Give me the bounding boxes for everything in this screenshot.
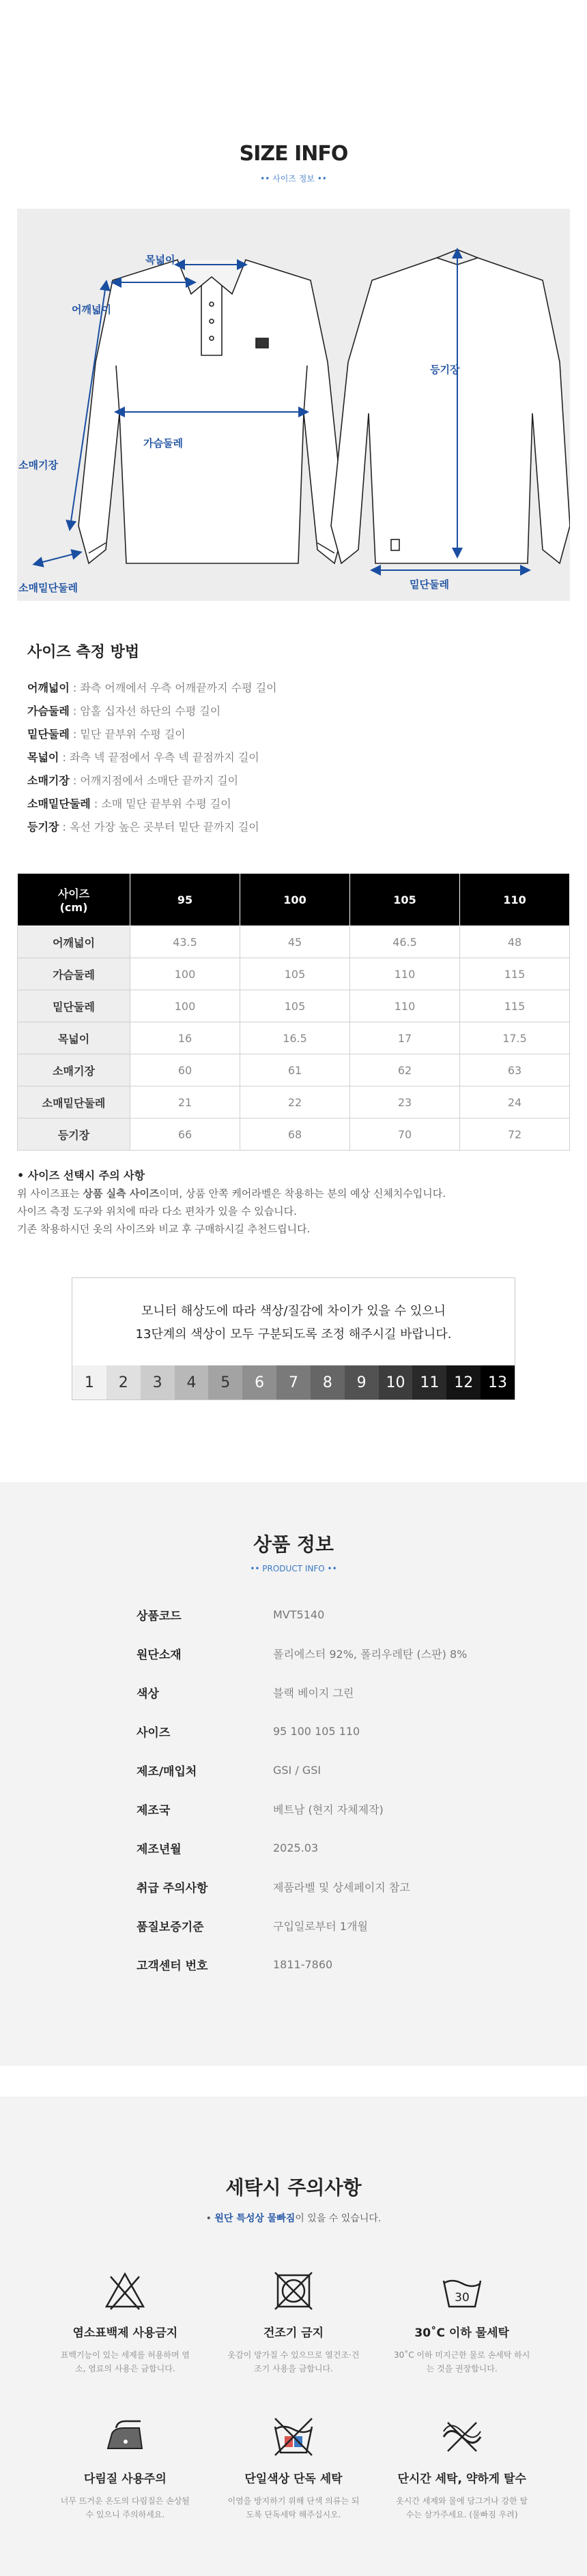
product-info-value: 1811-7860 — [273, 1958, 333, 1971]
size-table-row — [18, 1119, 570, 1151]
no-bleach-icon — [101, 2267, 149, 2315]
size-cell: 62 — [350, 1054, 460, 1086]
size-row-label: 소매기장 — [18, 1054, 130, 1086]
no-wring-icon — [438, 2413, 486, 2461]
size-cell: 61 — [240, 1054, 350, 1086]
product-info-row — [0, 1829, 587, 1867]
product-info-row — [0, 1945, 587, 1984]
product-info-value: 2025.03 — [273, 1841, 319, 1854]
product-info-title: 상품 정보 — [253, 1533, 334, 1556]
grayscale-swatch: 7 — [276, 1365, 311, 1400]
grayscale-swatch: 3 — [141, 1365, 175, 1400]
size-cell: 60 — [130, 1054, 240, 1086]
measure-row-key: 목넓이 — [27, 751, 59, 764]
size-caution-line2: 사이즈 측정 도구와 위치에 따라 다소 편차가 있을 수 있습니다. — [17, 1205, 297, 1217]
measure-row-key: 가슴둘레 — [27, 705, 70, 717]
product-info-row — [0, 1673, 587, 1712]
wash-care-item-title: 염소표백제 사용금지 — [72, 2326, 178, 2340]
wash-care-item-desc: 너무 뜨거운 온도의 다림질은 손상될 수 있으니 주의하세요. — [60, 2496, 190, 2519]
size-caution — [0, 1151, 587, 1238]
product-info-value: 구입일로부터 1개월 — [273, 1920, 368, 1933]
measure-row-key: 어깨넓이 — [27, 681, 70, 694]
grayscale-swatch: 1 — [72, 1365, 106, 1400]
separate-wash-icon — [270, 2413, 317, 2461]
measure-row-desc: : 암홀 십자선 하단의 수평 길이 — [69, 705, 221, 717]
product-info-row — [0, 1712, 587, 1751]
size-table-corner: 사이즈 (cm) — [18, 874, 130, 926]
label-sleeve: 소매기장 — [18, 459, 58, 471]
size-table-row — [18, 990, 570, 1022]
wash-care-subtitle: • 원단 특성상 물빠짐이 있을 수 있습니다. — [205, 2213, 382, 2224]
size-caution-line3: 기존 착용하시던 옷의 사이즈와 비교 후 구매하시길 추천드립니다. — [17, 1223, 311, 1235]
size-cell: 24 — [460, 1086, 570, 1119]
label-neck: 목넓이 — [145, 254, 175, 266]
size-row-label: 목넓이 — [18, 1022, 130, 1054]
size-cell: 21 — [130, 1086, 240, 1119]
measure-row-desc: : 밑단 끝부위 수평 길이 — [69, 728, 186, 741]
product-info-key: 고객센터 번호 — [137, 1959, 208, 1973]
size-table-row — [18, 1054, 570, 1086]
size-table-row — [18, 1086, 570, 1119]
size-column-header: 100 — [240, 874, 350, 926]
size-cell: 68 — [240, 1119, 350, 1151]
size-column-header: 95 — [130, 874, 240, 926]
size-cell: 17.5 — [460, 1022, 570, 1054]
grayscale-swatches — [72, 1365, 515, 1400]
wash-care-grid — [41, 2267, 546, 2521]
wash-care-section — [0, 2097, 587, 2576]
product-info-section — [0, 1482, 587, 2066]
size-cell: 110 — [350, 990, 460, 1022]
product-info-key: 취급 주의사항 — [137, 1882, 208, 1895]
size-cell: 22 — [240, 1086, 350, 1119]
grayscale-swatch: 8 — [311, 1365, 345, 1400]
wash-care-item — [210, 2413, 378, 2521]
wash-care-item — [377, 2413, 546, 2521]
wash-care-item — [41, 2413, 210, 2521]
grayscale-swatch: 5 — [208, 1365, 242, 1400]
size-cell: 72 — [460, 1119, 570, 1151]
product-info-value: 블랙 베이지 그린 — [273, 1687, 354, 1700]
size-table — [17, 873, 570, 1151]
size-cell: 115 — [460, 990, 570, 1022]
size-cell: 105 — [240, 958, 350, 990]
shirt-back — [331, 250, 570, 563]
product-info-row — [0, 1906, 587, 1945]
product-info-subtitle: •• PRODUCT INFO •• — [250, 1564, 337, 1573]
size-cell: 115 — [460, 958, 570, 990]
size-cell: 70 — [350, 1119, 460, 1151]
product-info-key: 원단소재 — [137, 1648, 182, 1662]
wash-care-item — [210, 2267, 378, 2375]
no-tumble-dry-icon — [270, 2267, 317, 2315]
measure-row — [27, 677, 560, 700]
size-cell: 43.5 — [130, 926, 240, 958]
size-cell: 16 — [130, 1022, 240, 1054]
size-cell: 100 — [130, 958, 240, 990]
label-cuff: 소매밑단둘레 — [18, 582, 78, 594]
grayscale-swatch: 13 — [481, 1365, 515, 1400]
size-column-header: 110 — [460, 874, 570, 926]
product-info-key: 색상 — [137, 1687, 159, 1701]
grayscale-swatch: 12 — [446, 1365, 481, 1400]
product-info-key: 품질보증기준 — [137, 1921, 204, 1934]
wash-care-item-desc: 30˚C 이하 미지근한 물로 손세탁 하시는 것을 권장합니다. — [393, 2350, 530, 2373]
wash-30-icon — [438, 2267, 486, 2315]
size-cell: 105 — [240, 990, 350, 1022]
wash-care-item-title: 건조기 금지 — [263, 2326, 324, 2340]
product-info-row — [0, 1634, 587, 1673]
size-column-header: 105 — [350, 874, 460, 926]
product-info-rows — [0, 1595, 587, 1984]
product-info-value: 제품라벨 및 상세페이지 참고 — [273, 1881, 410, 1894]
wash-care-item-title: 다림질 사용주의 — [83, 2472, 167, 2486]
size-caution-line1: 위 사이즈표는 상품 실측 사이즈이며, 상품 안쪽 케어라벨은 착용하는 분의 예상 신체치수입니다. — [17, 1187, 446, 1200]
wash-care-item-title: 30˚C 이하 물세탁 — [414, 2326, 509, 2340]
size-row-label: 소매밑단둘레 — [18, 1086, 130, 1119]
size-cell: 23 — [350, 1086, 460, 1119]
product-info-row — [0, 1867, 587, 1906]
measure-row-desc: : 어깨지점에서 소매단 끝까지 길이 — [69, 774, 239, 787]
size-table-row — [18, 926, 570, 958]
product-info-key: 상품코드 — [137, 1610, 182, 1623]
grayscale-swatch: 9 — [345, 1365, 379, 1400]
size-row-label: 등기장 — [18, 1119, 130, 1151]
product-info-key: 제조국 — [137, 1804, 171, 1818]
label-hem: 밑단둘레 — [410, 578, 449, 591]
measure-row — [27, 746, 560, 769]
size-cell: 46.5 — [350, 926, 460, 958]
grayscale-swatch: 2 — [106, 1365, 141, 1400]
measure-row-key: 소매밑단둘레 — [27, 797, 91, 810]
product-info-row — [0, 1595, 587, 1634]
size-cell: 66 — [130, 1119, 240, 1151]
product-info-value: 베트남 (현지 자체제작) — [273, 1803, 384, 1816]
label-length: 등기장 — [430, 364, 460, 376]
product-info-value: 95 100 105 110 — [273, 1725, 360, 1738]
measure-row — [27, 769, 560, 793]
measure-row-desc: : 좌측 넥 끝점에서 우측 넥 끝점까지 길이 — [59, 751, 259, 764]
wash-care-item-desc: 이염을 방지하기 위해 단색 의류는 되도록 단독세탁 해주십시오. — [227, 2496, 360, 2519]
measure-rows — [27, 677, 560, 839]
size-table-header — [18, 874, 570, 926]
measure-row-desc: : 옥선 가장 높은 곳부터 밑단 끝까지 길이 — [59, 820, 259, 833]
wash-care-item-desc: 옷시간 세제와 물에 담그거나 강한 탈수는 삼가주세요. (물빠짐 우려) — [396, 2496, 528, 2519]
label-shoulder: 어깨넓이 — [72, 304, 111, 316]
grayscale-swatch: 6 — [242, 1365, 276, 1400]
size-cell: 45 — [240, 926, 350, 958]
size-caution-title: • 사이즈 선택시 주의 사항 — [17, 1169, 145, 1182]
wash-care-title: 세탁시 주의사항 — [225, 2176, 362, 2199]
product-info-value: 폴리에스터 92%, 폴리우레탄 (스판) 8% — [273, 1648, 468, 1661]
measure-guide-title: 사이즈 측정 방법 — [27, 644, 140, 661]
monitor-calibration — [72, 1277, 515, 1400]
size-info-title: SIZE INFO — [239, 142, 348, 166]
measure-row — [27, 816, 560, 839]
measure-row-desc: : 소매 밑단 끝부위 수평 길이 — [90, 797, 231, 810]
label-chest: 가슴둘레 — [143, 437, 183, 449]
size-cell: 16.5 — [240, 1022, 350, 1054]
size-row-label: 어깨넓이 — [18, 926, 130, 958]
product-info-value: MVT5140 — [273, 1608, 325, 1621]
size-diagram — [17, 209, 570, 601]
size-row-label: 가슴둘레 — [18, 958, 130, 990]
wash-care-item — [41, 2267, 210, 2375]
product-info-key: 제조/매입처 — [137, 1765, 197, 1779]
product-info-key: 제조년월 — [137, 1843, 182, 1856]
size-cell: 17 — [350, 1022, 460, 1054]
measure-row-key: 밑단둘레 — [27, 728, 70, 741]
measure-row-key: 등기장 — [27, 820, 59, 833]
grayscale-swatch: 10 — [379, 1365, 413, 1400]
monitor-line1: 모니터 해상도에 따라 색상/질감에 차이가 있을 수 있으니 — [141, 1304, 446, 1318]
wash-care-item-desc: 옷감이 망가질 수 있으므로 열건조·건조기 사용을 금합니다. — [227, 2350, 360, 2373]
size-cell: 63 — [460, 1054, 570, 1086]
size-cell: 100 — [130, 990, 240, 1022]
grayscale-swatch: 4 — [175, 1365, 209, 1400]
product-info-row — [0, 1751, 587, 1790]
wash-care-item-title: 단일색상 단독 세탁 — [244, 2472, 343, 2486]
product-info-key: 사이즈 — [137, 1726, 171, 1740]
size-table-body — [18, 926, 570, 1151]
measure-row-desc: : 좌측 어깨에서 우측 어깨끝까지 수평 길이 — [69, 681, 277, 694]
iron-low-icon — [101, 2413, 149, 2461]
measure-row-key: 소매기장 — [27, 774, 70, 787]
measure-row — [27, 700, 560, 723]
measure-row — [27, 723, 560, 746]
svg-text:30: 30 — [454, 2291, 470, 2305]
size-cell: 48 — [460, 926, 570, 958]
size-table-row — [18, 1022, 570, 1054]
wash-care-item-desc: 표백기능이 있는 세제를 허용하며 염소, 염료의 사용은 금합니다. — [60, 2350, 190, 2373]
shirt-diagram-drawing — [17, 209, 570, 601]
size-table-row — [18, 958, 570, 990]
wash-care-item — [377, 2267, 546, 2375]
measure-row — [27, 793, 560, 816]
measure-guide — [0, 601, 587, 839]
size-cell: 110 — [350, 958, 460, 990]
product-info-value: GSI / GSI — [273, 1764, 321, 1777]
grayscale-swatch: 11 — [412, 1365, 446, 1400]
size-row-label: 밑단둘레 — [18, 990, 130, 1022]
monitor-line2: 13단계의 색상이 모두 구분되도록 조정 해주시길 바랍니다. — [135, 1327, 452, 1342]
product-info-row — [0, 1790, 587, 1829]
wash-care-item-title: 단시간 세탁, 약하게 탈수 — [397, 2472, 526, 2486]
size-info-subtitle: •• 사이즈 정보 •• — [260, 174, 327, 183]
